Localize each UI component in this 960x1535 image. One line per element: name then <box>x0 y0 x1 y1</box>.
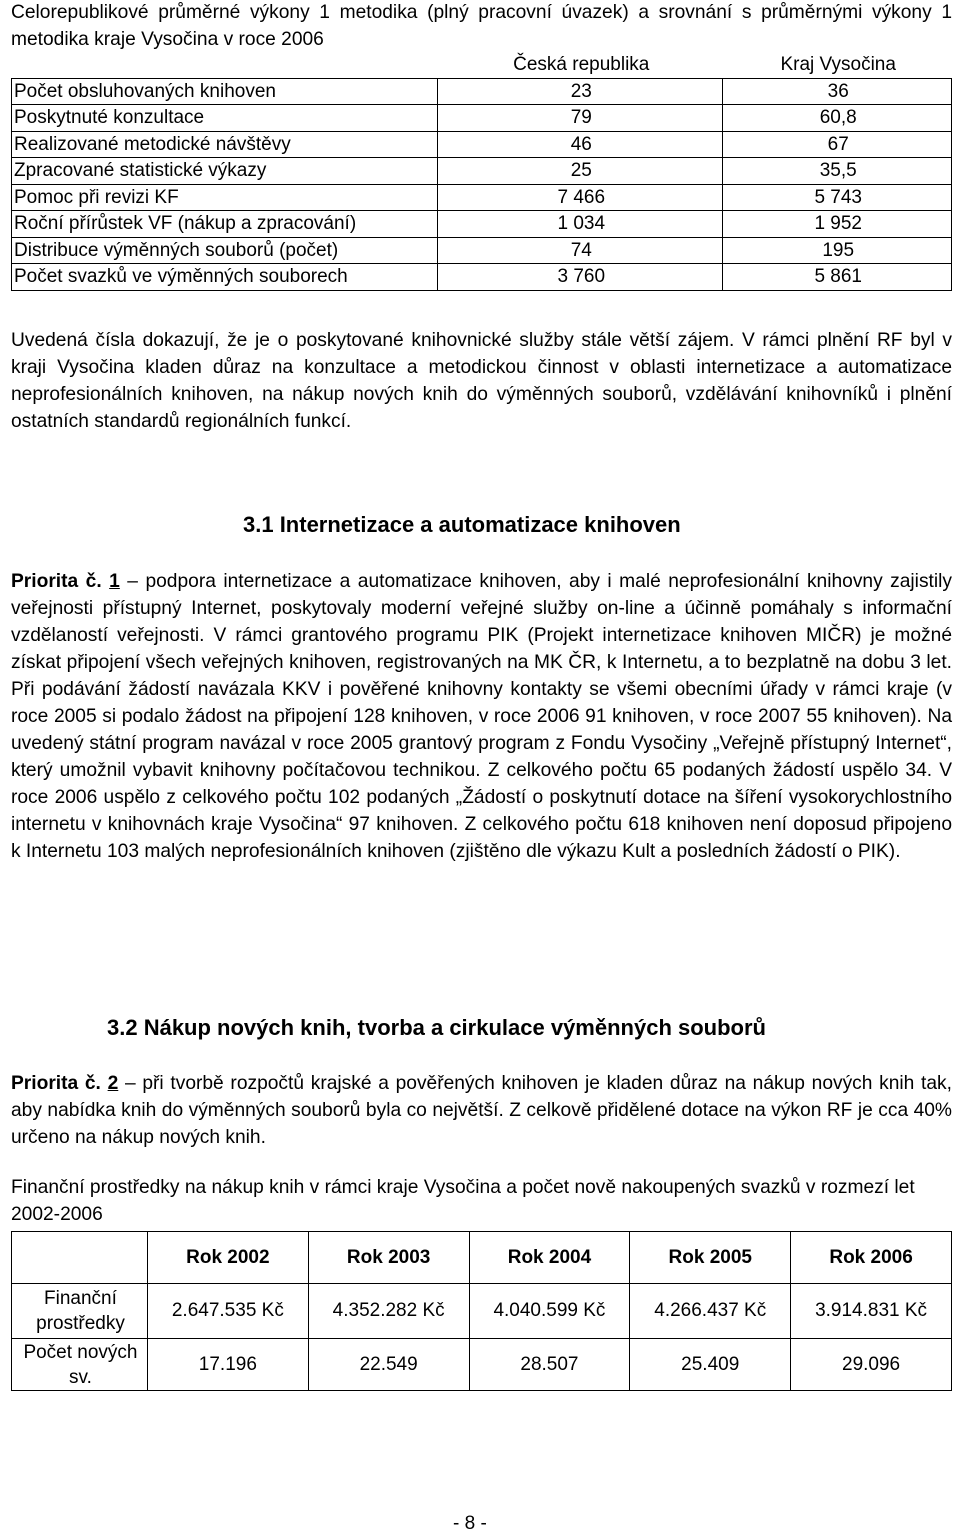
table-cell: 28.507 <box>469 1339 630 1391</box>
cell-kraj: 5 861 <box>723 264 952 291</box>
header-cell: Rok 2005 <box>630 1232 791 1284</box>
table-cell: 3.914.831 Kč <box>791 1284 952 1339</box>
header-cell: Rok 2002 <box>147 1232 308 1284</box>
cell-kraj: 67 <box>723 131 952 158</box>
row-label: Pomoc při revizi KF <box>12 184 438 211</box>
cell-cr: 3 760 <box>438 264 723 291</box>
table-cell: 4.040.599 Kč <box>469 1284 630 1339</box>
section-heading-3-1: 3.1 Internetizace a automatizace knihoven <box>243 512 681 537</box>
cell-cr: 1 034 <box>438 211 723 238</box>
row-label: Distribuce výměnných souborů (počet) <box>12 237 438 264</box>
table-cell: 2.647.535 Kč <box>147 1284 308 1339</box>
table-row <box>12 237 952 264</box>
row-label: Realizované metodické návštěvy <box>12 131 438 158</box>
cell-cr: 25 <box>438 158 723 185</box>
cell-kraj: 35,5 <box>723 158 952 185</box>
table-row <box>12 105 952 132</box>
table-cell: 29.096 <box>791 1339 952 1391</box>
priority-number: 1 <box>109 571 120 592</box>
cell-kraj: 5 743 <box>723 184 952 211</box>
row-label: Finanční prostředky <box>12 1284 148 1339</box>
header-cell <box>12 1232 148 1284</box>
metodik-comparison-table <box>11 52 952 291</box>
row-label: Roční přírůstek VF (nákup a zpracování) <box>12 211 438 238</box>
page-number: - 8 - <box>453 1513 487 1534</box>
finance-table <box>11 1231 952 1391</box>
row-label: Zpracované statistické výkazy <box>12 158 438 185</box>
cell-cr: 46 <box>438 131 723 158</box>
cell-kraj: 36 <box>723 78 952 105</box>
table-header-row <box>12 1232 952 1284</box>
table-cell: 4.352.282 Kč <box>308 1284 469 1339</box>
header-cell: Rok 2003 <box>308 1232 469 1284</box>
section-heading-3-2: 3.2 Nákup nových knih, tvorba a cirkulace výměnných souborů <box>107 1015 766 1040</box>
priority-text: – při tvorbě rozpočtů krajské a pověřených knihoven je kladen důraz na nákup nových knih tak, aby nabídka knih do výměnných souborů byla co největší. Z celkově přidělené dotace na výkon RF je cca 40% určeno na nákup nových knih. <box>11 1073 952 1148</box>
cell-kraj: 60,8 <box>723 105 952 132</box>
cell-kraj: 1 952 <box>723 211 952 238</box>
table-cell: 25.409 <box>630 1339 791 1391</box>
table-row <box>12 1339 952 1391</box>
table-header-row <box>12 52 952 78</box>
cell-cr: 23 <box>438 78 723 105</box>
row-label: Počet nových sv. <box>12 1339 148 1391</box>
header-cell: Česká republika <box>438 52 723 78</box>
header-cell: Kraj Vysočina <box>723 52 952 78</box>
intro-text: Celorepublikové průměrné výkony 1 metodika (plný pracovní úvazek) a srovnání s průměrnými výkony 1 metodika kraje Vysočina v roce 2006 <box>11 2 952 50</box>
paragraph-summary: Uvedená čísla dokazují, že je o poskytované knihovnické služby stále větší zájem. V rámci plnění RF byl v kraji Vysočina kladen důraz na konzultace a metodickou činnost v oblasti internetizace a automatizace neprofesionálních knihoven, na nákup nových knih do výměnných souborů, vzdělávání knihovníků i plnění ostatních standardů regionálních funkcí. <box>11 330 952 432</box>
row-label: Počet obsluhovaných knihoven <box>12 78 438 105</box>
cell-cr: 74 <box>438 237 723 264</box>
table-caption: Finanční prostředky na nákup knih v rámci kraje Vysočina a počet nově nakoupených svazků v rozmezí let 2002-2006 <box>11 1177 915 1225</box>
table-row <box>12 158 952 185</box>
cell-cr: 7 466 <box>438 184 723 211</box>
header-cell <box>12 52 438 78</box>
row-label: Poskytnuté konzultace <box>12 105 438 132</box>
cell-cr: 79 <box>438 105 723 132</box>
priority-text: – podpora internetizace a automatizace knihoven, aby i malé neprofesionální knihovny zajistily veřejnosti přístupný Internet, poskytovaly moderní veřejné služby on-line a účinně pomáhaly s informační vzdělaností veřejnosti. V rámci grantového programu PIK (Projekt internetizace knihoven MIČR) je možné získat připojení všech veřejných knihoven, registrovaných na MK ČR, k Internetu, a to bezplatně na dobu 3 let. Při podávání žádostí navázala KKV i pověřené knihovny kontakty se všemi obecními úřady v rámci kraje (v roce 2005 si podalo žádost na připojení 128 knihoven, v roce 2006 91 knihoven, v roce 2007 55 knihoven). Na uvedený státní program navázal v roce 2005 grantový program z Fondu Vysočiny „Veřejně přístupný Internet“, který umožnil vybavit knihovny počítačovou technikou. Z celkového počtu 65 podaných žádostí uspělo 34. V roce 2006 uspělo z celkového počtu 102 podaných „Žádostí o poskytnutí dotace na šíření vysokorychlostního internetu v knihovnách kraje Vysočina“ 97 knihoven. Z celkového počtu 618 knihoven není doposud připojeno k Internetu 103 malých neprofesionálních knihoven (zjištěno dle výkazu Kult a posledních žádostí o PIK). <box>11 571 952 862</box>
table-row <box>12 131 952 158</box>
priority-1-paragraph <box>11 568 952 865</box>
cell-kraj: 195 <box>723 237 952 264</box>
table-row <box>12 1284 952 1339</box>
priority-label: Priorita č. <box>11 571 102 592</box>
table-cell: 22.549 <box>308 1339 469 1391</box>
table-row <box>12 264 952 291</box>
header-cell: Rok 2006 <box>791 1232 952 1284</box>
header-cell: Rok 2004 <box>469 1232 630 1284</box>
table-cell: 17.196 <box>147 1339 308 1391</box>
table-row <box>12 184 952 211</box>
table-row <box>12 211 952 238</box>
table-row <box>12 78 952 105</box>
priority-label: Priorita č. <box>11 1073 101 1094</box>
row-label: Počet svazků ve výměnných souborech <box>12 264 438 291</box>
priority-number: 2 <box>107 1073 119 1094</box>
table-cell: 4.266.437 Kč <box>630 1284 791 1339</box>
priority-2-paragraph <box>11 1070 952 1151</box>
